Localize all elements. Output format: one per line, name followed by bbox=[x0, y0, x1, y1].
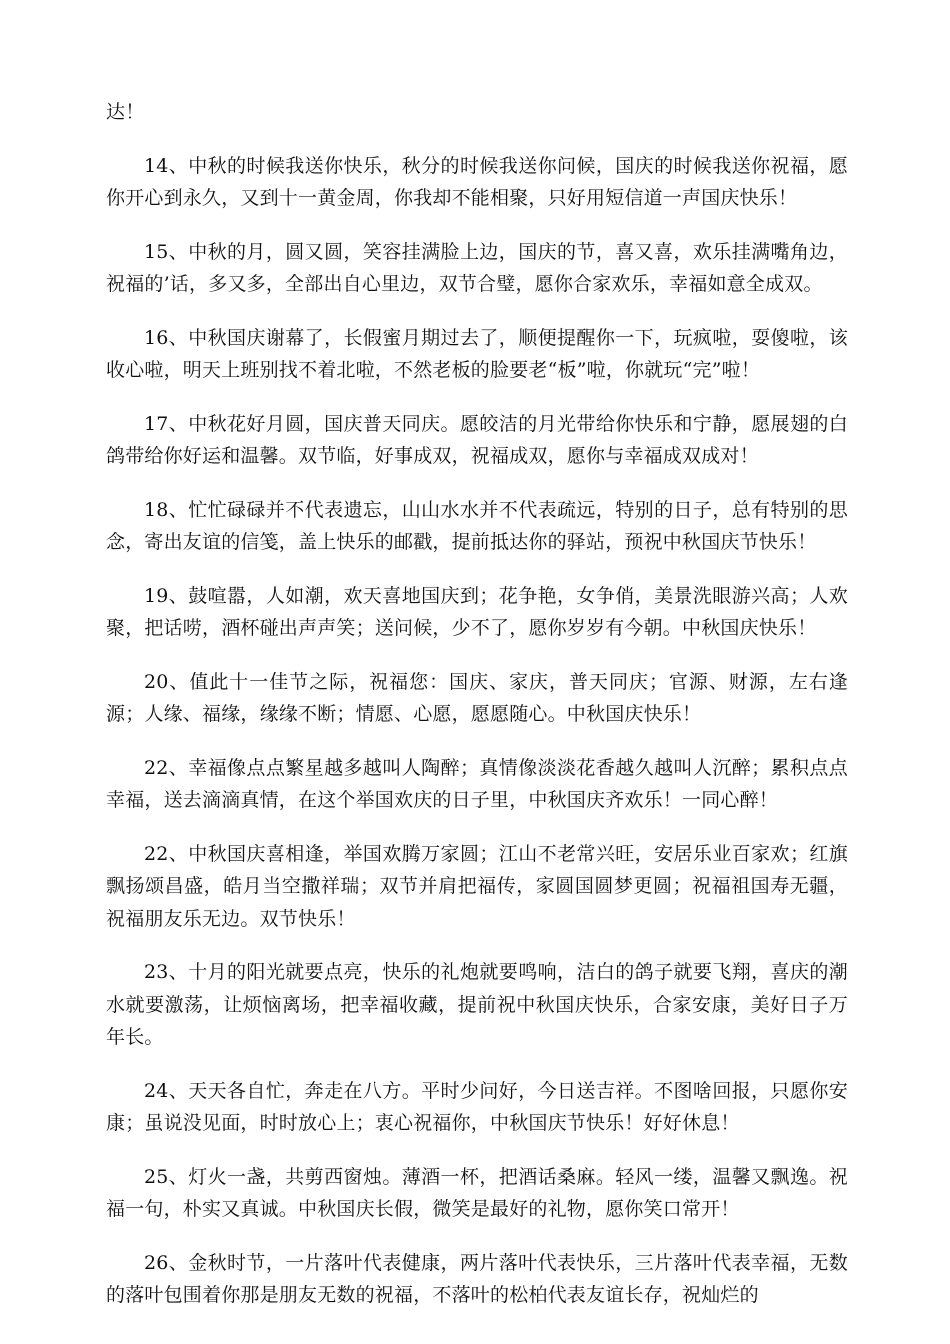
paragraph-15: 15、中秋的月，圆又圆，笑容挂满脸上边，国庆的节，喜又喜，欢乐挂满嘴角边，祝福的’话，多又多，全部出自心里边，双节合璧，愿你合家欢乐，幸福如意全成双。 bbox=[106, 240, 848, 295]
paragraph-22a: 22、幸福像点点繁星越多越叫人陶醉；真情像淡淡花香越久越叫人沉醉；累积点点幸福，送去滴滴真情，在这个举国欢庆的日子里，中秋国庆齐欢乐！一同心醉！ bbox=[106, 756, 848, 811]
paragraph-26: 26、金秋时节，一片落叶代表健康，两片落叶代表快乐，三片落叶代表幸福，无数的落叶包围着你那是朋友无数的祝福，不落叶的松柏代表友谊长存，祝灿烂的 bbox=[106, 1251, 848, 1306]
paragraph-20: 20、值此十一佳节之际，祝福您：国庆、家庆，普天同庆；官源、财源，左右逢源；人缘、福缘，缘缘不断；情愿、心愿，愿愿随心。中秋国庆快乐！ bbox=[106, 670, 848, 725]
document-page bbox=[106, 96, 848, 1333]
paragraph-18: 18、忙忙碌碌并不代表遗忘，山山水水并不代表疏远，特别的日子，总有特别的思念，寄出友谊的信笺，盖上快乐的邮戳，提前抵达你的驿站，预祝中秋国庆节快乐！ bbox=[106, 498, 848, 553]
paragraph-25: 25、灯火一盏，共剪西窗烛。薄酒一杯，把酒话桑麻。轻风一缕，温馨又飘逸。祝福一句，朴实又真诚。中秋国庆长假，微笑是最好的礼物，愿你笑口常开！ bbox=[106, 1165, 848, 1220]
paragraph-24: 24、天天各自忙，奔走在八方。平时少问好，今日送吉祥。不图啥回报，只愿你安康；虽说没见面，时时放心上；衷心祝福你，中秋国庆节快乐！好好休息！ bbox=[106, 1079, 848, 1134]
paragraph-14: 14、中秋的时候我送你快乐，秋分的时候我送你问候，国庆的时候我送你祝福，愿你开心到永久，又到十一黄金周，你我却不能相聚，只好用短信道一声国庆快乐！ bbox=[106, 154, 848, 209]
paragraph-19: 19、鼓喧嚣，人如潮，欢天喜地国庆到；花争艳，女争俏，美景洗眼游兴高；人欢聚，把话唠，酒杯碰出声声笑；送问候，少不了，愿你岁岁有今朝。中秋国庆快乐！ bbox=[106, 584, 848, 639]
paragraph-23: 23、十月的阳光就要点亮，快乐的礼炮就要鸣响，洁白的鸽子就要飞翔，喜庆的潮水就要激荡，让烦恼离场，把幸福收藏，提前祝中秋国庆快乐，合家安康，美好日子万年长。 bbox=[106, 961, 848, 1048]
paragraph-22b: 22、中秋国庆喜相逢，举国欢腾万家圆；江山不老常兴旺，安居乐业百家欢；红旗飘扬颂昌盛，皓月当空撒祥瑞；双节并肩把福传，家圆国圆梦更圆；祝福祖国寿无疆，祝福朋友乐无边。双节快乐！ bbox=[106, 842, 848, 930]
paragraph-17: 17、中秋花好月圆，国庆普天同庆。愿皎洁的月光带给你快乐和宁静，愿展翅的白鸽带给你好运和温馨。双节临，好事成双，祝福成双，愿你与幸福成双成对！ bbox=[106, 412, 848, 467]
paragraph-16: 16、中秋国庆谢幕了，长假蜜月期过去了，顺便提醒你一下，玩疯啦，耍傻啦，该收心啦，明天上班别找不着北啦，不然老板的脸要老“板”啦，你就玩“完”啦！ bbox=[106, 326, 848, 381]
paragraph-continuation: 达！ bbox=[106, 101, 145, 123]
